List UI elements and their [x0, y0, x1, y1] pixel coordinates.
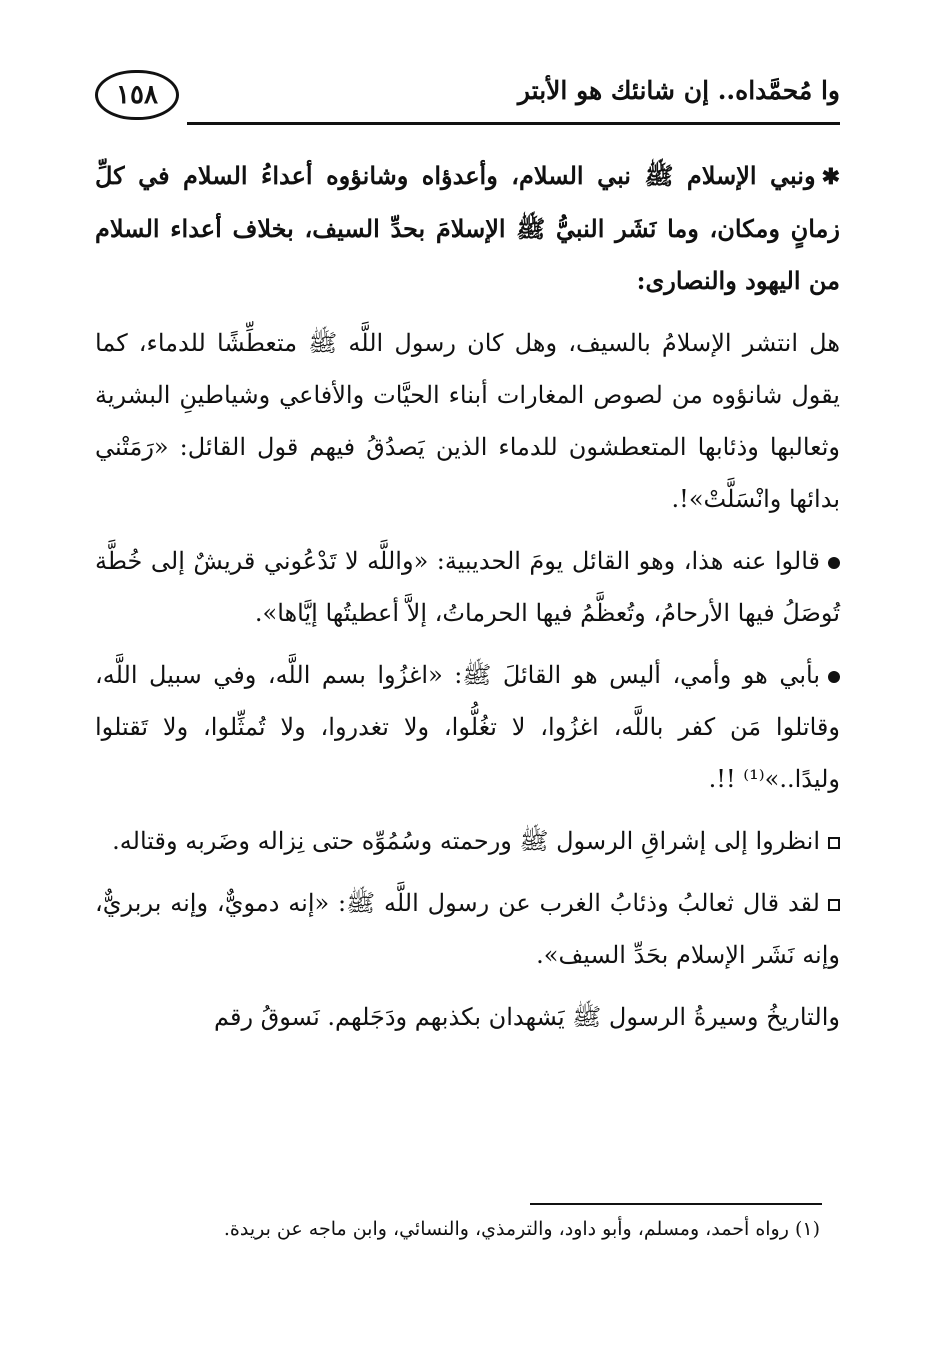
paragraph-text: بأبي هو وأمي، أليس هو القائلَ ﷺ: «اغزُوا بسم اللَّه، وفي سبيل اللَّه، وقاتلوا مَن كفر باللَّه، اغزُوا، لا تغُلُّوا، ولا تغدروا، ولا تُمثِّلوا، ولا تَقتلوا وليدًا..»⁽¹⁾ !!.	[95, 661, 840, 793]
paragraph-text: انظروا إلى إشراقِ الرسول ﷺ ورحمته وسُمُوِّه حتى نِزاله وضَربه وقتاله.	[112, 827, 820, 855]
paragraph-2	[95, 317, 840, 525]
paragraph-text: لقد قال ثعالبُ وذئابُ الغرب عن رسول اللَّه ﷺ: «إنه دمويٌّ، وإنه بربريٌّ، وإنه نَشَر الإسلام بحَدِّ السيف».	[95, 889, 840, 969]
page-number: ١٥٨	[95, 70, 179, 120]
box-marker-icon	[828, 837, 840, 849]
body-text	[95, 150, 840, 1053]
footnote-rule	[530, 1203, 822, 1205]
footnote: (١) رواه أحمد، ومسلم، وأبو داود، والترمذي، والنسائي، وابن ماجه عن بريدة.	[223, 1218, 820, 1240]
paragraph-5	[95, 815, 840, 867]
paragraph-text: والتاريخُ وسيرةُ الرسول ﷺ يَشهدان بكذبهم ودَجَلهم. نَسوقُ رقم	[214, 1003, 840, 1031]
star-marker-icon: ✱	[821, 164, 840, 190]
paragraph-text: هل انتشر الإسلامُ بالسيف، وهل كان رسول اللَّه ﷺ متعطِّشًا للدماء، كما يقول شانؤوه من لصوص المغارات أبناء الحيَّات والأفاعي وشياطينِ البشرية وثعالبها وذئابها المتعطشون للدماء الذين يَصدُقُ فيهم قول القائل: «رَمَتْني بدائها وانْسَلَّتْ»!.	[95, 329, 840, 513]
paragraph-1	[95, 150, 840, 307]
box-marker-icon	[828, 899, 840, 911]
bullet-icon	[828, 671, 840, 683]
bullet-icon	[828, 557, 840, 569]
running-title: وا مُحمَّداه.. إن شانئك هو الأبتر	[517, 76, 840, 105]
page-header	[95, 68, 840, 130]
header-rule	[187, 122, 840, 125]
paragraph-3	[95, 535, 840, 639]
paragraph-4	[95, 649, 840, 805]
paragraph-6	[95, 877, 840, 981]
paragraph-7	[95, 991, 840, 1043]
paragraph-text: قالوا عنه هذا، وهو القائل يومَ الحديبية: «واللَّه لا تَدْعُوني قريشٌ إلى خُطَّة تُوصَلُ فيها الأرحامُ، وتُعظَّمُ فيها الحرماتُ، إلاَّ أعطيتُها إيَّاها».	[95, 547, 840, 627]
paragraph-text: ونبي الإسلام ﷺ نبي السلام، وأعدؤاه وشانؤوه أعداءُ السلام في كلِّ زمانٍ ومكان، وما نَشَر النبيُّ ﷺ الإسلامَ بحدِّ السيف، بخلاف أعداء السلام من اليهود والنصارى:	[95, 161, 841, 295]
